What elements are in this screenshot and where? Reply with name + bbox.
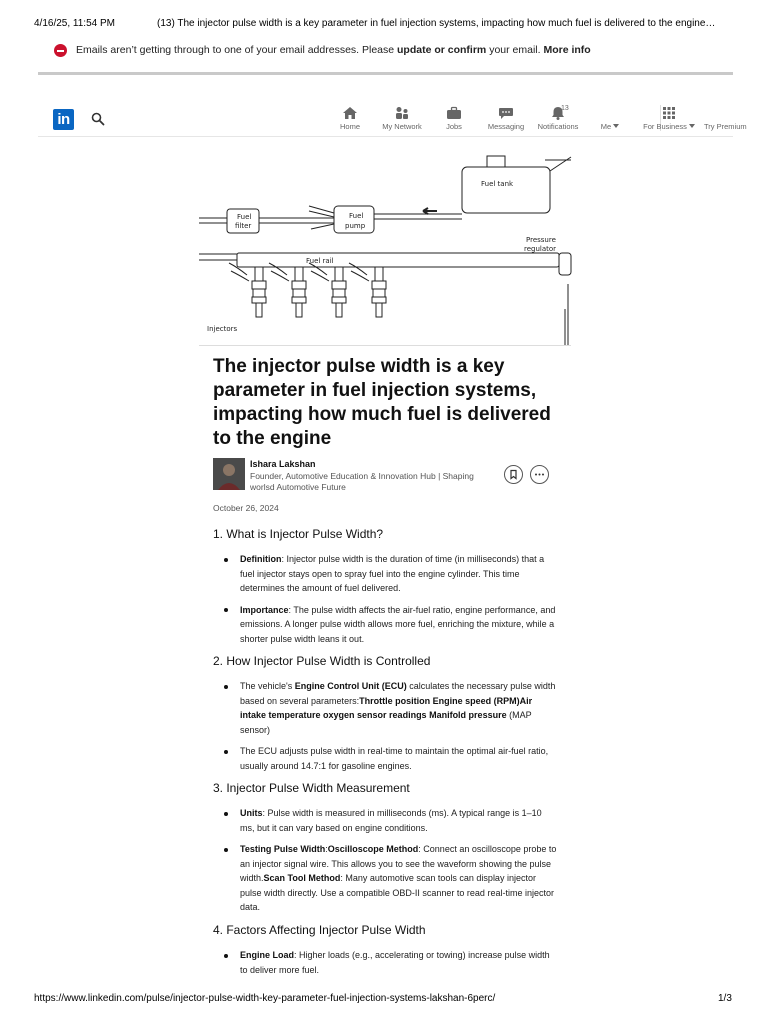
text-run: : Many automotive scan tools can display injector pulse width directly. Use a compatible OBD-II scanner to read real-time injector data. <box>240 873 554 912</box>
try-premium-link[interactable]: Try Premium <box>704 122 747 131</box>
injector-3 <box>309 263 346 317</box>
home-icon <box>342 106 358 120</box>
label-pressure-regulator-2: regulator <box>524 245 557 253</box>
briefcase-icon <box>446 106 462 120</box>
label-injectors: Injectors <box>207 325 238 333</box>
section-3 <box>213 781 558 915</box>
label-fuel-tank: Fuel tank <box>481 180 514 188</box>
bold-text: Scan Tool Method <box>263 873 341 883</box>
section-1 <box>213 527 558 646</box>
nav-notifications[interactable] <box>531 106 585 131</box>
article-title: The injector pulse width is a key parameter in fuel injection systems, impacting how much fuel is delivered to the engine <box>213 356 551 449</box>
hero-image-fuel-system-diagram <box>199 149 571 346</box>
author-headline: Founder, Automotive Education & Innovation Hub | Shaping worlsd Automotive Future <box>250 471 474 492</box>
nav-home[interactable] <box>323 106 377 131</box>
rail-inlet-line <box>199 254 237 260</box>
injector-1 <box>229 263 266 317</box>
return-line <box>565 284 568 345</box>
bold-text: Testing Pulse Width <box>240 844 326 854</box>
text-run: : Pulse width is measured in milliseconds (ms). A typical range is 1–10 ms, but it can vary based on engine conditions. <box>240 808 542 833</box>
email-warning-banner <box>38 40 733 75</box>
nav-my-network[interactable] <box>375 106 429 131</box>
section-heading: 4. Factors Affecting Injector Pulse Width <box>213 923 426 937</box>
banner-message <box>76 44 591 56</box>
notification-count-badge: 13 <box>561 105 569 112</box>
more-options-button[interactable] <box>530 465 549 484</box>
update-confirm-link[interactable]: update or confirm <box>397 44 487 56</box>
messaging-icon <box>498 106 514 120</box>
text-run: : Higher loads (e.g., accelerating or towing) increase pulse width to deliver more fuel. <box>240 950 550 975</box>
nav-label-me: Me <box>600 122 612 131</box>
list-item <box>213 842 558 915</box>
tank-cap <box>487 156 505 167</box>
me-avatar <box>602 106 618 120</box>
section-heading: 1. What is Injector Pulse Width? <box>213 527 384 541</box>
injector-2 <box>269 263 306 317</box>
list-item <box>213 806 558 835</box>
text-run: : The pulse width affects the air-fuel ratio, engine performance, and emissions. A longer pulse width allows more fuel, enriching the mixture, while a shorter pulse width leans it out. <box>240 604 556 644</box>
banner-text: Emails aren’t getting through to one of your email addresses. Please <box>76 44 398 56</box>
bold-text: Engine Control Unit (ECU) <box>294 681 407 691</box>
publish-date: October 26, 2024 <box>213 503 279 513</box>
print-header <box>0 0 768 29</box>
text-run: : Connect an oscilloscope probe to an injector signal wire. This allows you to see the waveform showing the pulse width. <box>240 844 557 883</box>
nav-me[interactable] <box>583 106 637 131</box>
bookmark-icon <box>505 466 522 483</box>
text-run: : <box>325 844 328 854</box>
arrow-icon <box>423 208 437 214</box>
text-run: The vehicle's <box>240 681 295 691</box>
bold-text: Throttle position Engine speed (RPM)Air intake temperature oxygen sensor readings Manifold pressure <box>240 695 533 720</box>
list-item <box>213 679 558 737</box>
bold-text: Importance <box>240 604 289 615</box>
network-icon <box>394 106 410 120</box>
text-run: (MAP sensor) <box>240 710 532 735</box>
list-item <box>213 603 558 647</box>
text-run: calculates the necessary pulse width based on several parameters: <box>240 681 556 706</box>
list-item <box>213 552 558 596</box>
text-run: The ECU adjusts pulse width in real-time to maintain the optimal air-fuel ratio, usually around 14.7:1 for gasoline engines. <box>240 746 549 771</box>
fuel-tank-shape <box>462 167 550 213</box>
banner-text-mid: your email. <box>486 44 544 56</box>
section-list <box>213 679 558 773</box>
injector-4 <box>349 263 386 317</box>
nav-label-jobs: Jobs <box>446 122 462 131</box>
supply-line-mid <box>259 218 334 223</box>
section-heading: 3. Injector Pulse Width Measurement <box>213 781 410 795</box>
label-fuel-rail: Fuel rail <box>306 257 334 265</box>
section-list <box>213 552 558 646</box>
grid-icon <box>662 106 676 120</box>
section-4 <box>213 923 558 977</box>
label-pressure-regulator-1: Pressure <box>526 236 556 244</box>
print-url: https://www.linkedin.com/pulse/injector-pulse-width-key-parameter-fuel-injection-systems-lakshan-6perc/ <box>34 993 496 1004</box>
nav-label-for-business: For Business <box>643 122 687 131</box>
tank-vent-line <box>550 157 571 171</box>
ellipsis-icon <box>531 466 548 483</box>
warning-icon <box>54 44 67 57</box>
avatar-photo <box>213 458 245 490</box>
pressure-regulator-shape <box>559 253 571 275</box>
top-nav <box>38 100 747 137</box>
bold-text: Definition <box>240 554 282 564</box>
fuel-rail-shape <box>237 253 559 267</box>
label-fuel-pump-1: Fuel <box>349 212 364 220</box>
linkedin-logo[interactable]: in <box>53 109 74 130</box>
nav-label-my-network: My Network <box>382 122 422 131</box>
search-icon[interactable] <box>91 112 105 126</box>
list-item <box>213 948 558 977</box>
nav-label-messaging: Messaging <box>487 122 525 131</box>
chevron-down-icon <box>689 124 695 128</box>
print-datetime: 4/16/25, 11:54 PM <box>34 18 115 29</box>
label-fuel-filter-1: Fuel <box>237 213 252 221</box>
bold-text: Engine Load <box>240 950 294 960</box>
more-info-link[interactable]: More info <box>543 44 591 56</box>
print-page-number: 1/3 <box>718 993 732 1004</box>
bold-text: Oscilloscope Method <box>327 844 419 854</box>
label-fuel-pump-2: pump <box>345 222 366 230</box>
text-run: : Injector pulse width is the duration of time (in milliseconds) that a fuel injector stays open to spray fuel into the engine cylinder. This time determines the amount of fuel delivered. <box>240 554 545 593</box>
label-fuel-filter-2: filter <box>235 222 252 230</box>
author-name[interactable]: Ishara Lakshan <box>250 459 316 469</box>
nav-label-home: Home <box>339 122 360 131</box>
supply-line-left <box>199 218 227 223</box>
section-list <box>213 948 558 977</box>
author-block <box>213 457 556 493</box>
author-avatar[interactable] <box>213 458 245 490</box>
article-header <box>213 355 556 451</box>
section-heading: 2. How Injector Pulse Width is Controlled <box>213 654 431 668</box>
section-2 <box>213 654 558 773</box>
chevron-down-icon <box>613 124 619 128</box>
nav-jobs[interactable] <box>427 106 481 131</box>
section-list <box>213 806 558 915</box>
bold-text: Units <box>240 808 263 818</box>
nav-label-notifications: Notifications <box>537 122 579 131</box>
nav-messaging[interactable] <box>479 106 533 131</box>
supply-line-right <box>374 214 462 219</box>
fuel-system-diagram <box>199 149 571 345</box>
print-doc-title: (13) The injector pulse width is a key parameter in fuel injection systems, impacting how much fuel is delivered to the engine… <box>157 18 716 29</box>
nav-for-business[interactable] <box>639 106 699 131</box>
save-article-button[interactable] <box>504 465 523 484</box>
list-item <box>213 744 558 773</box>
